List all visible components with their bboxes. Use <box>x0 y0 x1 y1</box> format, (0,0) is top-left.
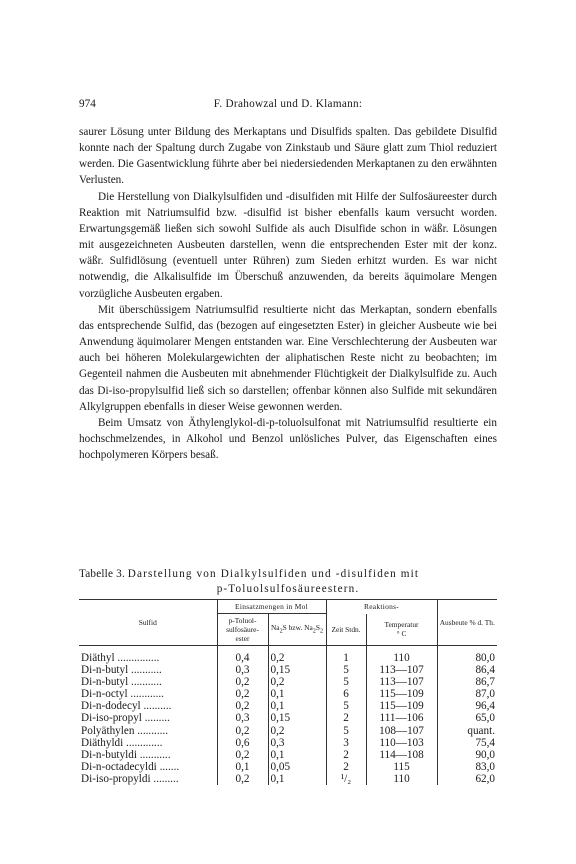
cell-temp: 115 <box>366 761 437 773</box>
cell-zeit: 1 <box>326 646 366 665</box>
cell-temp: 110—103 <box>366 737 437 749</box>
cell-zeit: 5 <box>326 725 366 737</box>
cell-ausbeute: 65,0 <box>475 712 496 725</box>
table-caption <box>79 567 497 596</box>
cell-sulfid: Di-n-butyldi ........... <box>79 749 217 761</box>
paragraph: Mit überschüssigem Natriumsulfid resultierte nicht das Merkaptan, sondern ebenfalls das entsprechende Sulfid, das (bezogen auf eingesetzten Ester) in gleicher Ausbeute wie bei Anwendung äquimolarer Mengen entstanden war. Eine Verschlechterung der Ausbeuten war auch bei höheren Molekulargewichten der aliphatischen Reste nicht zu beobachten; im Gegenteil nahmen die Ausbeuten mit abnehmender Flüchtigkeit der Dialkylsulfide zu. Auch das Di-iso-propylsulfid ließ sich so darstellen; offenbar können also Sulfide mit sekundären Alkylgruppen ebenfalls in dieser Weise gewonnen werden. <box>79 303 497 413</box>
table-row <box>79 761 497 773</box>
table-row <box>79 773 497 785</box>
cell-temp: 115—109 <box>366 700 437 712</box>
table-caption-label: Tabelle 3. <box>79 568 125 580</box>
cell-ausbeute: 80,0 <box>475 652 496 664</box>
cell-na2s: 0,1 <box>268 700 326 712</box>
cell-temp: 113—107 <box>366 676 437 688</box>
cell-ester: 0,2 <box>217 773 268 785</box>
cell-ausbeute: 87,0 <box>475 688 496 701</box>
cell-temp: 113—107 <box>366 664 437 676</box>
cell-na2s: 0,15 <box>268 712 326 724</box>
cell-temp: 115—109 <box>366 688 437 700</box>
cell-ausbeute: 86,7 <box>475 676 496 689</box>
cell-temp: 114—108 <box>366 749 437 761</box>
cell-ester: 0,2 <box>217 688 268 700</box>
header-ester: p-Toluol-sulfosäure-ester <box>217 614 268 646</box>
cell-sulfid: Diäthyldi ............. <box>79 737 217 749</box>
cell-ausbeute: 83,0 <box>475 760 496 773</box>
cell-sulfid: Di-n-dodecyl .......... <box>79 700 217 712</box>
header-na2s: $Na_2S$ bzw. $Na_2S_2$ <box>268 614 326 646</box>
cell-zeit: 2 <box>326 712 366 724</box>
cell-zeit: 3 <box>326 737 366 749</box>
table-row <box>79 700 497 712</box>
table-wrap <box>79 599 497 785</box>
cell-na2s: 0,1 <box>268 773 326 785</box>
cell-temp: 108—107 <box>366 725 437 737</box>
cell-zeit: 5 <box>326 664 366 676</box>
cell-zeit: 2 <box>326 761 366 773</box>
cell-ester: 0,2 <box>217 676 268 688</box>
cell-ausbeute: 62,0 <box>475 772 496 785</box>
cell-sulfid: Polyäthylen ........... <box>79 725 217 737</box>
cell-na2s: 0,2 <box>268 676 326 688</box>
paragraph: Die Herstellung von Dialkylsulfiden und -disulfiden mit Hilfe der Sulfosäureester durch Reaktion mit Natriumsulfid bzw. -disulfid ist bisher ebenfalls kaum versucht worden. Erwartungsgemäß ließen sich sowohl Sulfide als auch Disulfide schon in wäßr. Lösungen mit ausgezeichneten Ausbeuten darstellen, wenn die entsprechenden Ester mit der konz. wäßr. Sulfidlösung (eventuell unter Rühren) zum Sieden erhitzt wurden. Es war nicht notwendig, die Alkalisulfide im Überschuß anzuwenden, da bereits äquimolare Mengen vorzügliche Ausbeuten ergaben. <box>79 190 497 300</box>
table-row <box>79 749 497 761</box>
cell-ester: 0,3 <box>217 664 268 676</box>
cell-zeit: 5 <box>326 700 366 712</box>
cell-ausbeute: 75,4 <box>475 736 496 749</box>
table-caption-title-line2: p-Toluolsulfosäureestern. <box>216 582 360 595</box>
header-einsatzmengen: Einsatzmengen in Mol <box>217 600 326 614</box>
cell-ausbeute: quant. <box>467 724 496 737</box>
cell-sulfid: Di-n-octadecyldi ....... <box>79 761 217 773</box>
cell-zeit: 2 <box>326 749 366 761</box>
cell-na2s: 0,05 <box>268 761 326 773</box>
cell-na2s: 0,3 <box>268 737 326 749</box>
cell-na2s: 0,2 <box>268 725 326 737</box>
table-row <box>79 676 497 688</box>
paragraph: saurer Lösung unter Bildung des Merkaptans und Disulfids spalten. Das gebildete Disulfid konnte nach der Spaltung durch Zugabe von Zinkstaub und Säure glatt zum Thiol reduziert werden. Die Gasentwicklung führte aber bei niedersiedenden Merkaptanen zu den erwähnten Verlusten. <box>79 126 497 187</box>
cell-ester: 0,1 <box>217 761 268 773</box>
cell-sulfid: Di-iso-propyl ......... <box>79 712 217 724</box>
cell-na2s: 0,1 <box>268 749 326 761</box>
cell-ester: 0,2 <box>217 749 268 761</box>
cell-na2s: 0,1 <box>268 688 326 700</box>
cell-temp: 111—106 <box>366 712 437 724</box>
cell-sulfid: Di-iso-propyldi ......... <box>79 773 217 785</box>
cell-ausbeute: 86,4 <box>475 664 496 677</box>
table-row <box>79 712 497 724</box>
header-sulfid: Sulfid <box>79 600 217 646</box>
table-body <box>79 646 497 786</box>
page-number: 974 <box>79 98 96 110</box>
cell-temp: 110 <box>366 773 437 785</box>
cell-ester: 0,2 <box>217 700 268 712</box>
table-row <box>79 664 497 676</box>
data-table <box>79 599 497 785</box>
cell-sulfid: Di-n-octyl ............ <box>79 688 217 700</box>
cell-sulfid: Di-n-butyl ........... <box>79 676 217 688</box>
header-title: F. Drahowzal und D. Klamann: <box>213 98 363 110</box>
header-ausbeute: Ausbeute % d. Th. <box>437 600 497 646</box>
cell-sulfid: Di-n-butyl ........... <box>79 664 217 676</box>
cell-temp: 110 <box>366 646 437 665</box>
table-caption-title: Darstellung von Dialkylsulfiden und -disulfiden mit <box>127 568 420 580</box>
table-row <box>79 646 497 665</box>
table-row <box>79 688 497 700</box>
cell-zeit: 5 <box>326 676 366 688</box>
paragraph: Beim Umsatz von Äthylenglykol-di-p-toluolsulfonat mit Natriumsulfid resultierte ein hochschmelzendes, in Alkohol und Benzol unlösliches Pulver, das Eigenschaften eines hochpolymeren Körpers besaß. <box>79 416 497 462</box>
table-row <box>79 737 497 749</box>
cell-ausbeute: 90,0 <box>475 748 496 761</box>
cell-na2s: 0,2 <box>268 646 326 665</box>
cell-sulfid: Diäthyl ............... <box>79 646 217 665</box>
cell-ester: 0,6 <box>217 737 268 749</box>
table-row <box>79 725 497 737</box>
cell-zeit: 6 <box>326 688 366 700</box>
cell-ester: 0,3 <box>217 712 268 724</box>
body-text <box>79 124 497 463</box>
header-reaktions: Reaktions- <box>326 600 437 614</box>
cell-zeit: ¹/₂ <box>326 773 366 785</box>
header-zeit: Zeit Stdn. <box>326 614 366 646</box>
header-temperatur: Temperatur ° C <box>366 614 437 646</box>
cell-ester: 0,2 <box>217 725 268 737</box>
cell-ausbeute: 96,4 <box>475 700 496 713</box>
cell-ester: 0,4 <box>217 646 268 665</box>
cell-na2s: 0,15 <box>268 664 326 676</box>
running-head <box>79 98 497 114</box>
